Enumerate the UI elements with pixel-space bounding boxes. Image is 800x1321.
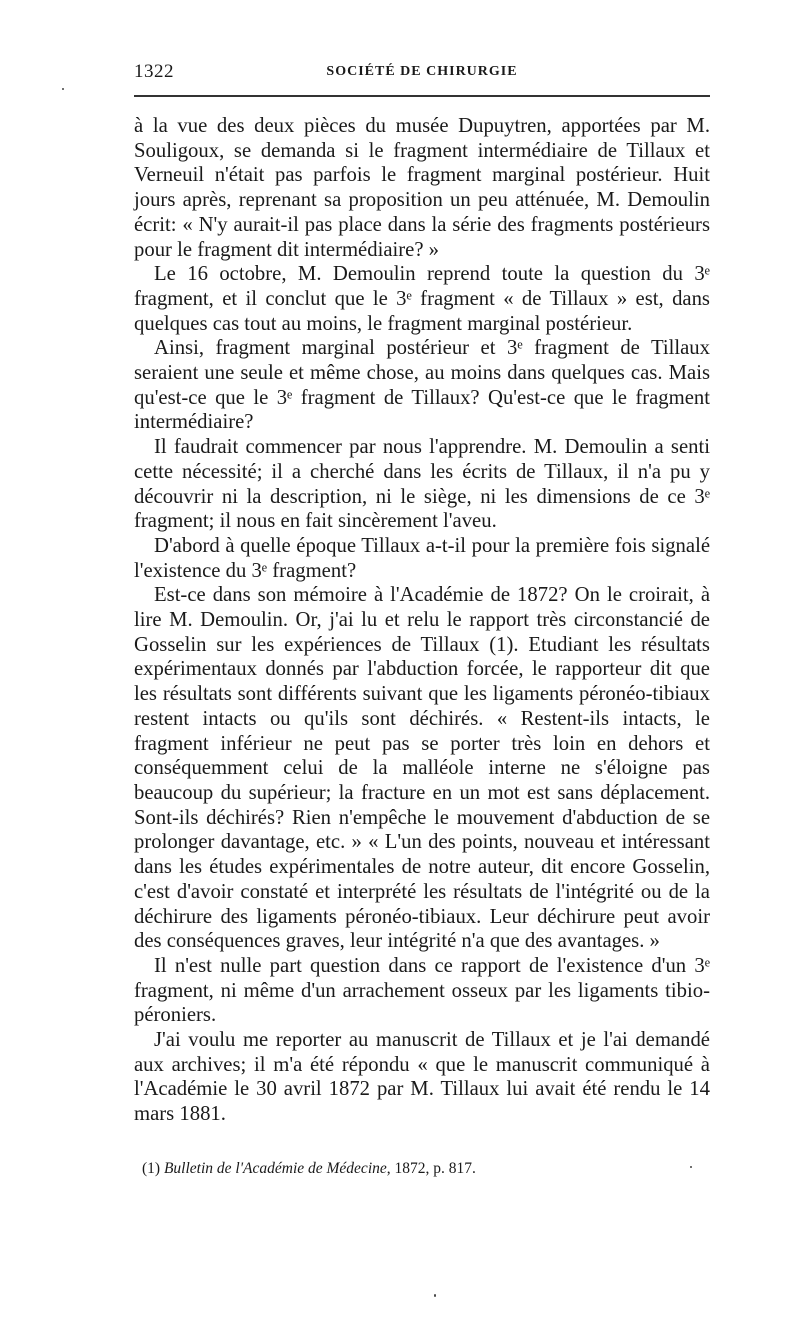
running-head: SOCIÉTÉ DE CHIRURGIE [326, 64, 518, 79]
page-header [134, 55, 710, 89]
paragraph-3: Ainsi, fragment marginal postérieur et 3ᵉ fragment de Tillaux seraient une seule et même chose, au moins dans quelques cas. Mais qu'est-ce que le 3ᵉ fragment de Tillaux? Qu'est-ce que le fragment intermédiaire? [134, 337, 710, 434]
paper-speck [690, 1166, 692, 1168]
paper-speck [62, 88, 64, 90]
paragraph-6: Est-ce dans son mémoire à l'Académie de 1872? On le croirait, à lire M. Demoulin. Or, j'ai lu et relu le rapport très circonstancié de Gosselin sur les expériences de Tillaux (1). Etudiant les résultats expérimentaux donnés par l'abduction forcée, le rapporteur dit que les résultats sont différents suivant que les ligaments péronéo-tibiaux restent intacts ou qu'ils sont déchirés. « Restent-ils intacts, le fragment inférieur ne peut pas se porter très loin en dehors et conséquemment celui de la malléole interne ne s'éloigne pas beaucoup du supérieur; la fracture en un mot est sans déplacement. Sont-ils déchirés? Rien n'empêche le mouvement d'abduction de se prolonger davantage, etc. » « L'un des points, nouveau et intéressant dans les études expérimentales de notre auteur, dit encore Gosselin, c'est d'avoir constaté et interprété les résultats de l'intégrité ou de la déchirure des ligaments péronéo-tibiaux. Leur déchirure peut avoir des conséquences graves, leur intégrité n'a que des avantages. » [134, 584, 710, 953]
footnote-marker: (1) [142, 1160, 161, 1177]
page-number: 1322 [134, 61, 174, 82]
paragraph-4: Il faudrait commencer par nous l'apprendre. M. Demoulin a senti cette nécessité; il a cherché dans les écrits de Tillaux, il n'a pu y découvrir ni la description, ni le siège, ni les dimensions de ce 3ᵉ fragment; il nous en fait sincèrement l'aveu. [134, 436, 710, 533]
paragraph-2: Le 16 octobre, M. Demoulin reprend toute la question du 3ᵉ fragment, et il conclut que le 3ᵉ fragment « de Tillaux » est, dans quelques cas tout au moins, le fragment marginal postérieur. [134, 263, 710, 335]
footnote-source: Bulletin de l'Académie de Médecine [163, 1160, 387, 1177]
paragraph-7: Il n'est nulle part question dans ce rapport de l'existence d'un 3ᵉ fragment, ni même d'un arrachement osseux par les ligaments tibio-péroniers. [134, 954, 710, 1027]
footnote [142, 1159, 710, 1179]
body-text [134, 114, 710, 1127]
paragraph-8: J'ai voulu me reporter au manuscrit de Tillaux et je l'ai demandé aux archives; il m'a été répondu « que le manuscrit communiqué à l'Académie le 30 avril 1872 par M. Tillaux lui avait été rendu le 14 mars 1881. [134, 1029, 710, 1126]
paper-speck [434, 1294, 436, 1297]
footnote-details: , 1872, p. 817. [386, 1160, 476, 1177]
paragraph-5: D'abord à quelle époque Tillaux a-t-il pour la première fois signalé l'existence du 3ᵉ fragment? [134, 534, 710, 582]
paragraph-1: à la vue des deux pièces du musée Dupuytren, apportées par M. Souligoux, se demanda si le fragment intermédiaire de Tillaux et Verneuil n'était pas parfois le fragment marginal postérieur. Huit jours après, reprenant sa proposition un peu atténuée, M. Demoulin écrit: « N'y aurait-il pas place dans la série des fragments postérieurs pour le fragment dit intermédiaire? » [134, 115, 710, 261]
header-rule [134, 95, 710, 97]
